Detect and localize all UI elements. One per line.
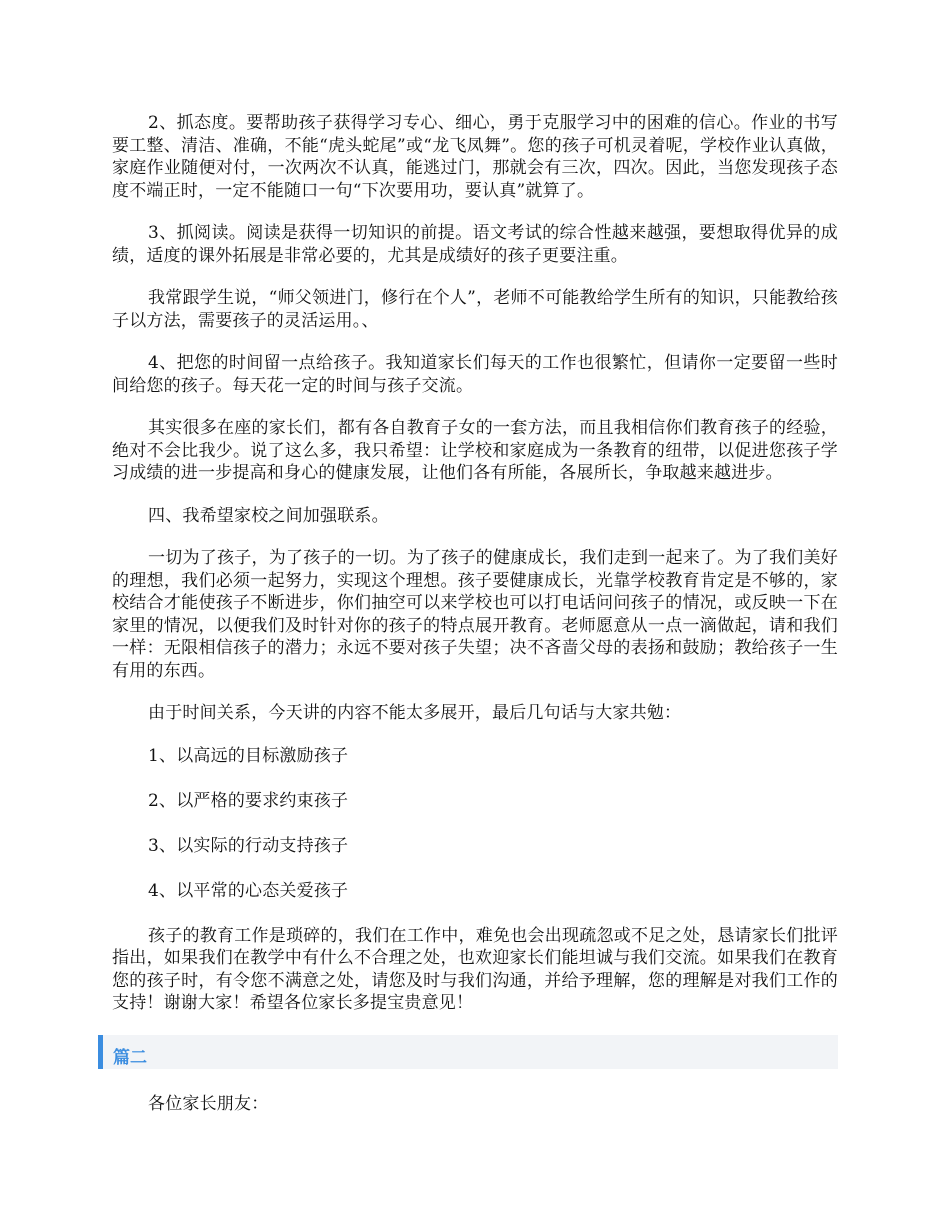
paragraph-all-for-children: 一切为了孩子，为了孩子的一切。为了孩子的健康成长，我们走到一起来了。为了我们美好的理想，我们必须一起努力，实现这个理想。孩子要健康成长，光靠学校教育肯定是不够的，家校结合才能使孩子不断进步，你们抽空可以来学校也可以打电话问问孩子的情况，或反映一下在家里的情况，以便我们及时针对你的孩子的特点展开教育。老师愿意从一点一滴做起，请和我们一样：无限相信孩子的潜力；永远不要对孩子失望；决不吝啬父母的表扬和鼓励；教给孩子一生有用的东西。 [112, 548, 838, 681]
section-heading-bar [98, 1035, 838, 1069]
paragraph-time-for-child: 4、把您的时间留一点给孩子。我知道家长们每天的工作也很繁忙，但请你一定要留一些时间给您的孩子。每天花一定的时间与孩子交流。 [112, 353, 838, 396]
paragraph-reading: 3、抓阅读。阅读是获得一切知识的前提。语文考试的综合性越来越强，要想取得优异的成绩，适度的课外拓展是非常必要的，尤其是成绩好的孩子更要注重。 [112, 223, 838, 266]
document-body [112, 112, 838, 1135]
paragraph-master-saying: 我常跟学生说，“师父领进门，修行在个人”，老师不可能教给学生所有的知识，只能教给孩子以方法，需要孩子的灵活运用。、 [112, 288, 838, 331]
paragraph-closing-intro: 由于时间关系，今天讲的内容不能太多展开，最后几句话与大家共勉： [148, 703, 682, 723]
motto-item: 1、以高远的目标激励孩子 [148, 745, 349, 766]
paragraph-parents-methods: 其实很多在座的家长们，都有各自教育子女的一套方法，而且我相信你们教育孩子的经验，绝对不会比我少。说了这么多，我只希望：让学校和家庭成为一条教育的纽带，以促进您孩子学习成绩的进一步提高和身心的健康发展，让他们各有所能，各展所长，争取越来越进步。 [112, 418, 838, 483]
section-heading-title: 篇二 [113, 1047, 147, 1068]
motto-item: 2、以严格的要求约束孩子 [148, 790, 349, 811]
paragraph-home-school-link: 四、我希望家校之间加强联系。 [148, 505, 389, 526]
motto-item: 4、以平常的心态关爱孩子 [148, 880, 349, 901]
paragraph-attitude: 2、抓态度。要帮助孩子获得学习专心、细心，勇于克服学习中的困难的信心。作业的书写要工整、清洁、准确，不能“虎头蛇尾”或“龙飞凤舞”。您的孩子可机灵着呢，学校作业认真做，家庭作业随便对付，一次两次不认真，能逃过门，那就会有三次，四次。因此，当您发现孩子态度不端正时，一定不能随口一句“下次要用功，要认真”就算了。 [112, 113, 838, 201]
motto-item: 3、以实际的行动支持孩子 [148, 835, 349, 856]
greeting-line: 各位家长朋友： [148, 1093, 269, 1114]
paragraph-closing: 孩子的教育工作是琐碎的，我们在工作中，难免也会出现疏忽或不足之处，恳请家长们批评指出，如果我们在教学中有什么不合理之处，也欢迎家长们能坦诚与我们交流。如果我们在教育您的孩子时，有令您不满意之处，请您及时与我们沟通，并给予理解，您的理解是对我们工作的支持！谢谢大家！希望各位家长多提宝贵意见！ [112, 925, 838, 1013]
